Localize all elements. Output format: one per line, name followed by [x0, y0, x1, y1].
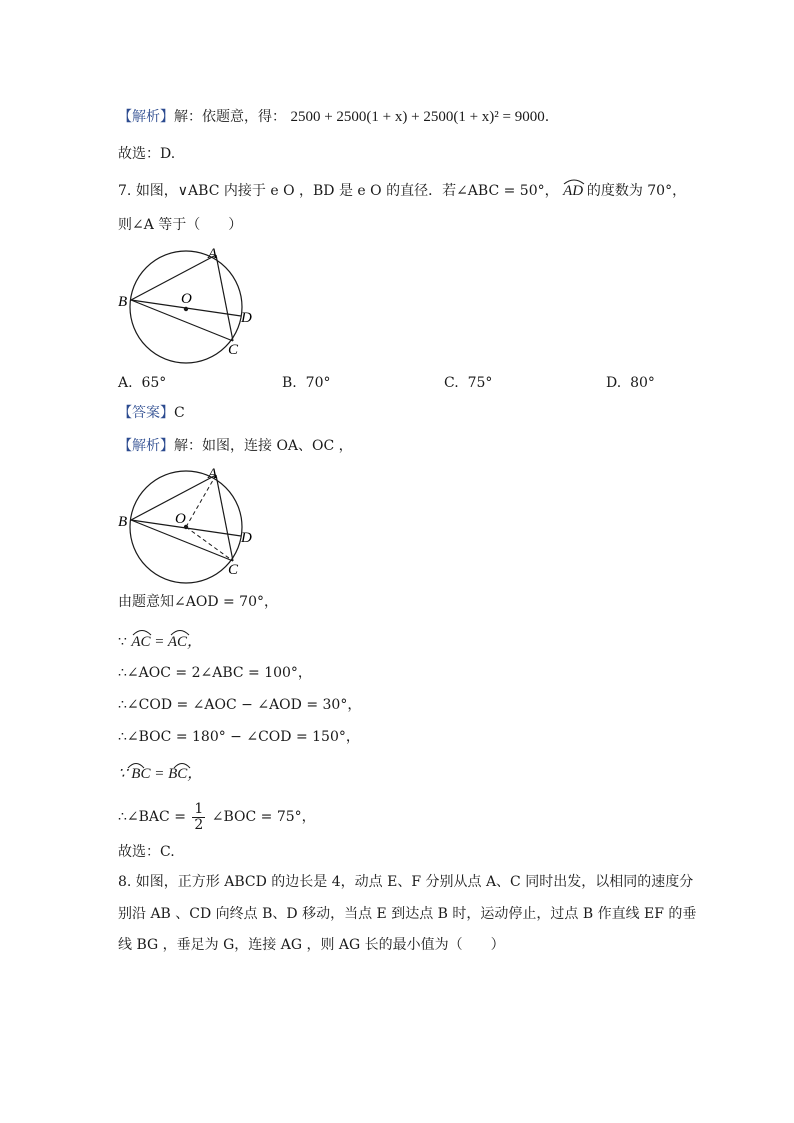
q7-analysis-figure	[115, 463, 265, 588]
step-4: ∴∠COD = ∠AOC − ∠AOD = 30°，	[118, 697, 362, 713]
center-point	[184, 307, 188, 311]
arc-bc-text: ∵ BC = BC，	[118, 766, 203, 782]
step-3: ∴∠AOC = 2∠ABC = 100°，	[118, 665, 312, 681]
because-symbol: ∵	[118, 634, 132, 650]
prev-conclusion: 故选：D.	[118, 146, 176, 162]
label-d: D	[241, 530, 252, 546]
q7-answer-line	[118, 403, 185, 423]
segment-ba	[131, 255, 216, 300]
step-6	[118, 764, 202, 784]
arc-equality-text: AC = AC，	[131, 634, 203, 650]
arc-mark-icon	[126, 758, 208, 770]
label-b: B	[118, 514, 128, 530]
q7-text-a: 如图，∨ABC 内接于 e O ，BD 是 e O 的直径．若∠ABC = 50°，	[135, 183, 559, 199]
dashed-oc	[186, 527, 233, 561]
choice-d: D. 80°	[606, 375, 655, 391]
arc-label: AD	[563, 183, 584, 199]
label-a: A	[208, 246, 218, 262]
analysis-label: 【解析】	[118, 109, 174, 125]
analysis-text: 解：依题意，得：	[174, 109, 286, 125]
step7-pre: ∴∠BAC =	[118, 809, 186, 825]
choice-c: C. 75°	[444, 375, 493, 391]
arc-equality	[131, 634, 202, 650]
q7-text-b: 的度数为 70°，	[586, 183, 687, 199]
equation: 2500 + 2500(1 + x) + 2500(1 + x)² = 9000	[290, 109, 545, 125]
q7-analysis-line	[118, 436, 353, 456]
period: .	[544, 109, 550, 125]
arc-mark-icon	[131, 625, 213, 637]
step-7	[118, 800, 316, 834]
step-5: ∴∠BOC = 180° − ∠COD = 150°，	[118, 729, 360, 745]
prev-analysis-line	[118, 107, 549, 127]
answer-label: 【答案】	[118, 405, 174, 421]
step7-post: ∠BOC = 75°，	[211, 809, 316, 825]
analysis-intro: 解：如图，连接 OA、OC ，	[174, 438, 353, 454]
fraction-half: $\frac{1}{2}$	[194, 800, 204, 833]
q7-conclusion: 故选：C.	[118, 844, 175, 860]
q7-arc	[563, 183, 587, 199]
label-d: D	[241, 310, 252, 326]
label-c: C	[228, 562, 239, 578]
step-2	[118, 632, 202, 652]
q7-figure	[115, 243, 265, 368]
answer-value: C	[174, 405, 185, 421]
label-o: O	[181, 291, 192, 307]
choice-b: B. 70°	[282, 375, 331, 391]
segment-ba	[131, 475, 216, 520]
analysis-label: 【解析】	[118, 438, 174, 454]
label-o: O	[175, 511, 186, 527]
label-b: B	[118, 294, 128, 310]
q8-line3: 线 BG ，垂足为 G，连接 AG ，则 AG 长的最小值为（ ）	[118, 937, 505, 953]
q7-number: 7.	[118, 183, 132, 199]
q7-stem-line2: 则∠A 等于（ ）	[118, 217, 243, 233]
segment-ac	[216, 255, 233, 341]
step-1: 由题意知∠AOD = 70°，	[118, 594, 278, 610]
q8-line2: 别沿 AB 、CD 向终点 B、D 移动，当点 E 到达点 B 时，运动停止，过点 B 作直线 EF 的垂	[118, 906, 697, 922]
label-c: C	[228, 342, 239, 358]
arc-mark-icon	[563, 177, 585, 185]
q7-stem-line1	[118, 181, 686, 201]
segment-ac	[216, 475, 233, 561]
q8-line1: 8. 如图，正方形 ABCD 的边长是 4，动点 E、F 分别从点 A、C 同时出发，以相同的速度分	[118, 874, 694, 890]
choice-a: A. 65°	[118, 375, 167, 391]
arc-equality-bc	[118, 766, 202, 782]
label-a: A	[208, 466, 218, 482]
